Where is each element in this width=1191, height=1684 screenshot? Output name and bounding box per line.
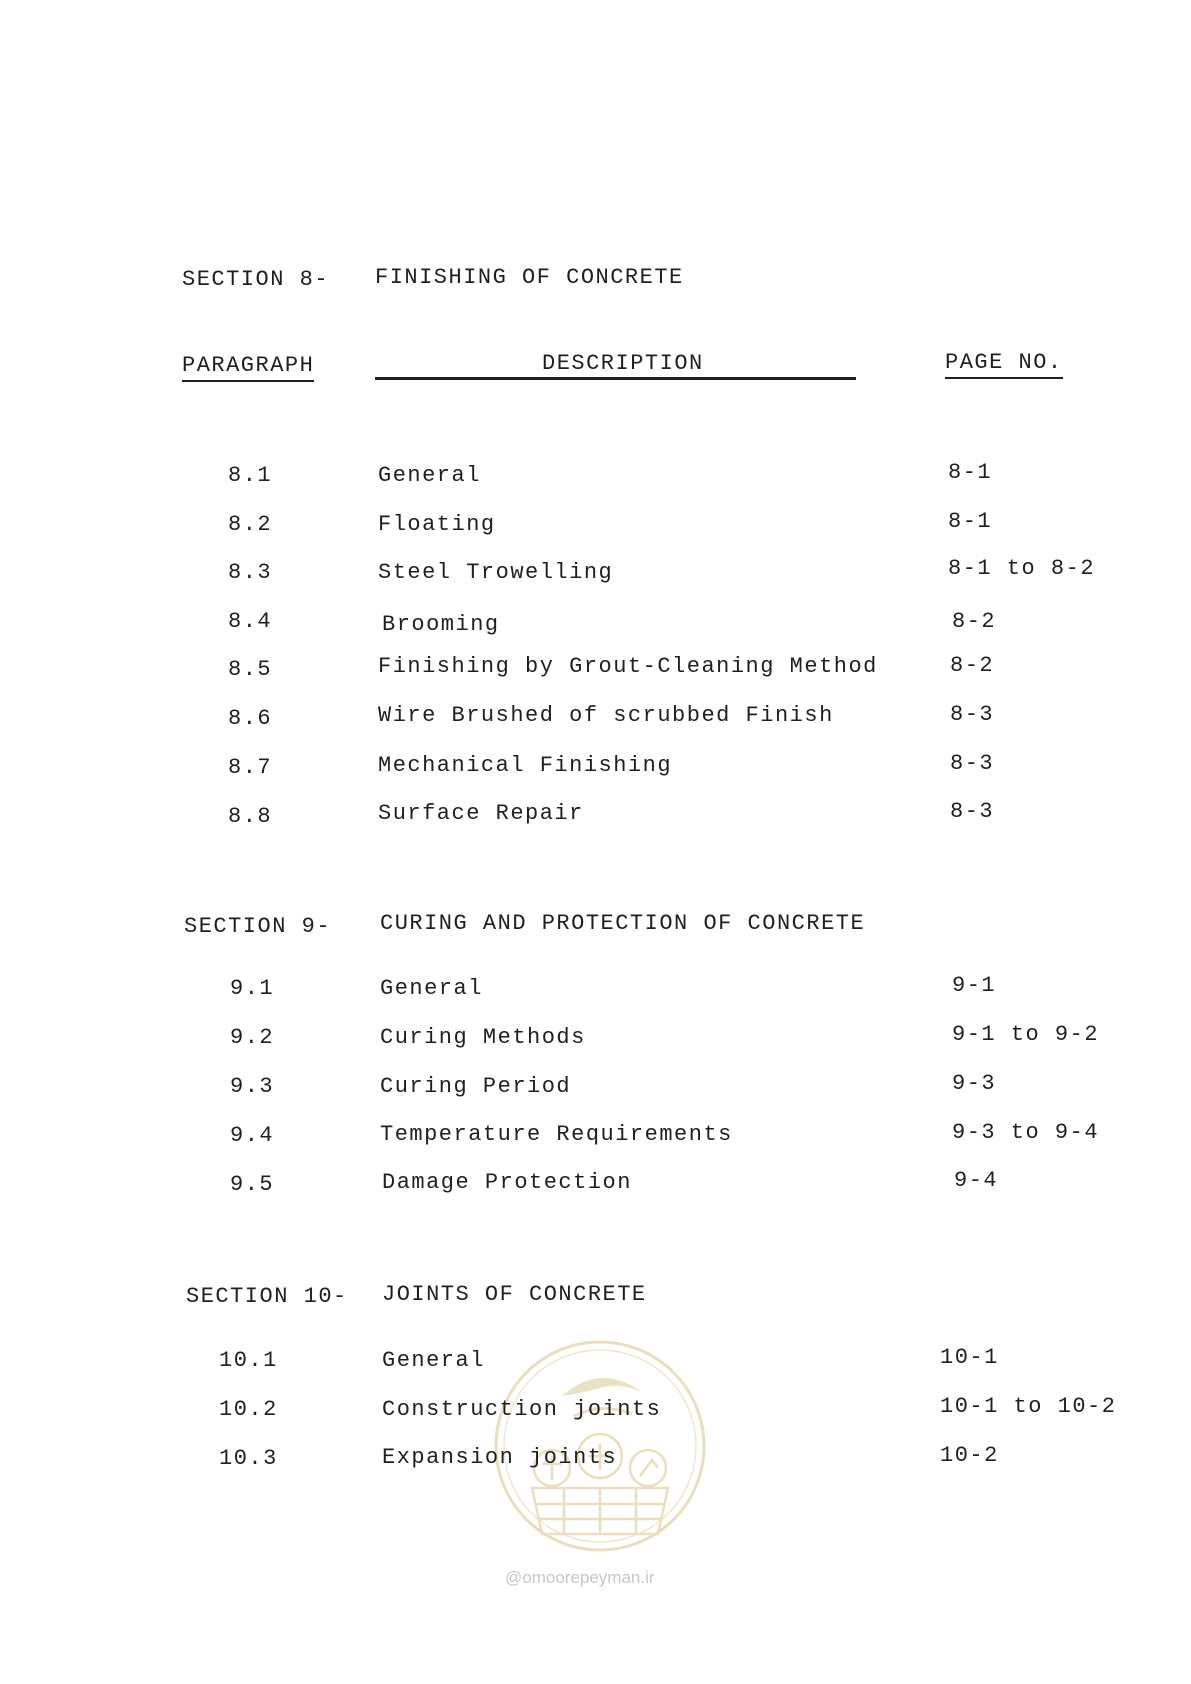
paragraph-number: 8.2 (228, 512, 273, 537)
description-text: Expansion joints (382, 1445, 618, 1470)
paragraph-number: 8.8 (228, 804, 273, 829)
description-text: Floating (378, 512, 496, 537)
page-number: 9-1 (952, 973, 997, 998)
paragraph-number: 8.5 (228, 657, 273, 682)
paragraph-number: 10.1 (219, 1348, 278, 1373)
description-underline (375, 377, 856, 380)
paragraph-number: 9.5 (230, 1172, 275, 1197)
description-header: DESCRIPTION (542, 351, 704, 376)
page-number: 8-3 (950, 799, 995, 824)
watermark-url: @omoorepeyman.ir (505, 1568, 655, 1587)
paragraph-number: 10.3 (219, 1446, 278, 1471)
page-number: 8-1 (948, 509, 993, 534)
section-10-label: SECTION 10- (186, 1284, 348, 1309)
page-no-header: PAGE NO. (945, 352, 1063, 379)
section-8-title: FINISHING OF CONCRETE (375, 265, 684, 290)
description-text: Curing Methods (380, 1025, 586, 1050)
section-9-label: SECTION 9- (184, 914, 332, 939)
paragraph-header: PARAGRAPH (182, 355, 314, 382)
section-8-label: SECTION 8- (182, 267, 330, 292)
page-number: 8-3 (950, 702, 995, 727)
paragraph-number: 9.3 (230, 1074, 275, 1099)
description-text: Temperature Requirements (380, 1122, 733, 1147)
paragraph-number: 8.4 (228, 609, 273, 634)
description-text: General (378, 463, 481, 488)
page-number: 8-1 to 8-2 (948, 556, 1096, 581)
paragraph-number: 8.1 (228, 463, 273, 488)
description-text: Damage Protection (382, 1170, 632, 1195)
description-text: Brooming (382, 612, 500, 637)
description-text: Construction joints (382, 1397, 662, 1422)
paragraph-number: 9.4 (230, 1123, 275, 1148)
page-number: 9-4 (954, 1168, 999, 1193)
paragraph-number: 9.2 (230, 1025, 275, 1050)
page-number: 8-2 (950, 653, 995, 678)
section-9-title: CURING AND PROTECTION OF CONCRETE (380, 911, 866, 936)
description-text: Surface Repair (378, 801, 584, 826)
description-text: Curing Period (380, 1074, 572, 1099)
description-text: General (382, 1348, 485, 1373)
description-text: Mechanical Finishing (378, 753, 673, 778)
description-text: Wire Brushed of scrubbed Finish (378, 703, 834, 728)
page-number: 8-1 (948, 460, 993, 485)
description-text: Steel Trowelling (378, 560, 614, 585)
paragraph-number: 9.1 (230, 976, 275, 1001)
page-number: 10-1 to 10-2 (940, 1394, 1117, 1419)
paragraph-number: 10.2 (219, 1397, 278, 1422)
page-number: 9-3 to 9-4 (952, 1120, 1100, 1145)
page-number: 9-1 to 9-2 (952, 1022, 1100, 1047)
page-number: 8-2 (952, 609, 997, 634)
page-number: 10-2 (940, 1443, 999, 1468)
page-number: 9-3 (952, 1071, 997, 1096)
paragraph-number: 8.6 (228, 706, 273, 731)
paragraph-number: 8.3 (228, 560, 273, 585)
description-text: Finishing by Grout-Cleaning Method (378, 654, 878, 679)
description-text: General (380, 976, 483, 1001)
section-10-title: JOINTS OF CONCRETE (382, 1282, 647, 1307)
paragraph-number: 8.7 (228, 755, 273, 780)
page-number: 10-1 (940, 1345, 999, 1370)
page-number: 8-3 (950, 751, 995, 776)
